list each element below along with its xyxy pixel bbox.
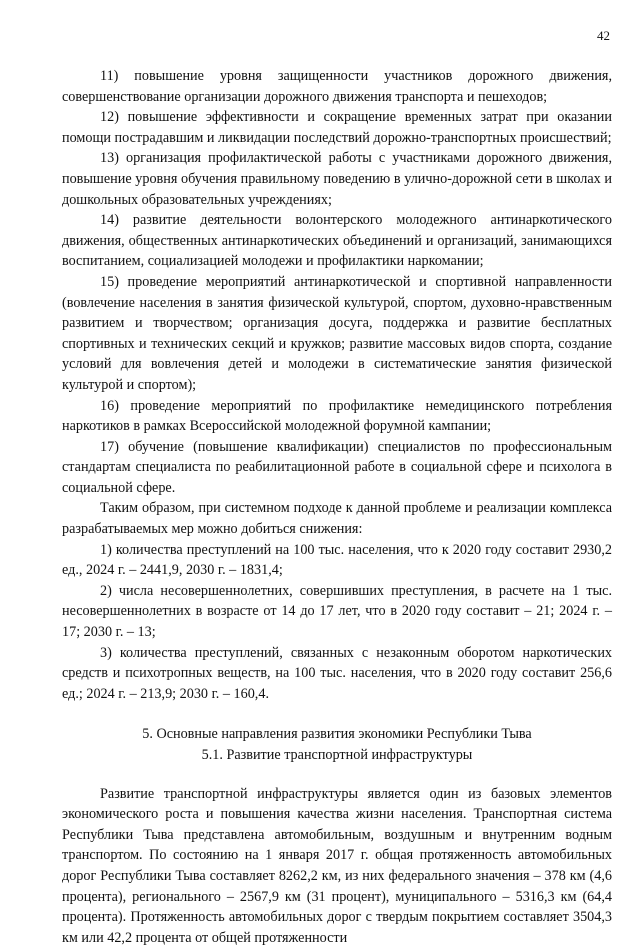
paragraph-item-14: 14) развитие деятельности волонтерского молодежного антинаркотического движения, общественных антинаркотических объединений и организаций, занимающихся воспитанием, социализацией молодежи и профилактики наркомании; [62, 212, 612, 270]
reduction-item-3: 3) количества преступлений, связанных с незаконным оборотом наркотических средств и психотропных веществ, на 100 тыс. населения, что в 2020 году составит 256,6 ед.; 2024 г. – 213,9; 2030 г. – 160,4. [62, 644, 612, 702]
paragraph-item-11: 11) повышение уровня защищенности участников дорожного движения, совершенствование организации дорожного движения транспорта и пешеходов; [62, 68, 612, 105]
paragraph-item-12: 12) повышение эффективности и сокращение временных затрат при оказании помощи пострадавшим и ликвидации последствий дорожно-транспортных происшествий; [62, 109, 612, 146]
page-number: 42 [597, 28, 610, 43]
paragraph-item-16: 16) проведение мероприятий по профилактике немедицинского потребления наркотиков в рамках Всероссийской молодежной форумной кампании; [62, 397, 612, 435]
paragraph-item-17: 17) обучение (повышение квалификации) специалистов по профессиональным стандартам специалиста по реабилитационной работе в социальной сфере и психолога в социальной сфере. [62, 438, 612, 496]
reduction-item-1: 1) количества преступлений на 100 тыс. населения, что к 2020 году составит 2930,2 ед., 2024 г. – 2441,9, 2030 г. – 1831,4; [62, 541, 612, 579]
subsection-heading: 5.1. Развитие транспортной инфраструктуры [201, 747, 473, 763]
section-heading: 5. Основные направления развития экономики Республики Тыва [142, 726, 532, 743]
reduction-item-2: 2) числа несовершеннолетних, совершивших преступления, в расчете на 1 тыс. несовершеннолетних в возрасте от 14 до 17 лет, что в 2020 году составит – 21; 2024 г. – 17; 2030 г. – 13; [62, 582, 612, 641]
document-body [62, 66, 612, 948]
transport-paragraph: Развитие транспортной инфраструктуры является один из базовых элементов экономического роста и повышения качества жизни населения. Транспортная система Республики Тыва представлена автомобильным, воздушным и внутренним водным транспортом. По состоянию на 1 января 2017 г. общая протяженность автомобильных дорог Республики Тыва составляет 8262,2 км, из них федерального значения – 378 км (4,6 процента), регионального – 2567,9 км (31 процент), муниципального – 5316,3 км (64,4 процента). Протяженность автомобильных дорог с твердым покрытием составляет 3504,3 км или 42,2 процента от общей протяженности [62, 785, 612, 946]
paragraph-item-13: 13) организация профилактической работы с участниками дорожного движения, повышение уровня обучения правильному поведению в улично-дорожной сети в школах и дошкольных образовательных учреждениях; [62, 150, 612, 208]
summary-paragraph: Таким образом, при системном подходе к данной проблеме и реализации комплекса разрабатываемых мер можно добиться снижения: [62, 500, 612, 538]
paragraph-item-15: 15) проведение мероприятий антинаркотической и спортивной направленности (вовлечение населения в занятия физической культурой, спортом, духовно-нравственным развитием и творчеством; организация досуга, поддержка и развитие бесплатных спортивных и технических секций и кружков; развитие массовых видов спорта, создание условий для вовлечения детей и молодежи в систематические занятия физической культурой и спортом); [62, 273, 612, 393]
section-headings [62, 724, 612, 765]
